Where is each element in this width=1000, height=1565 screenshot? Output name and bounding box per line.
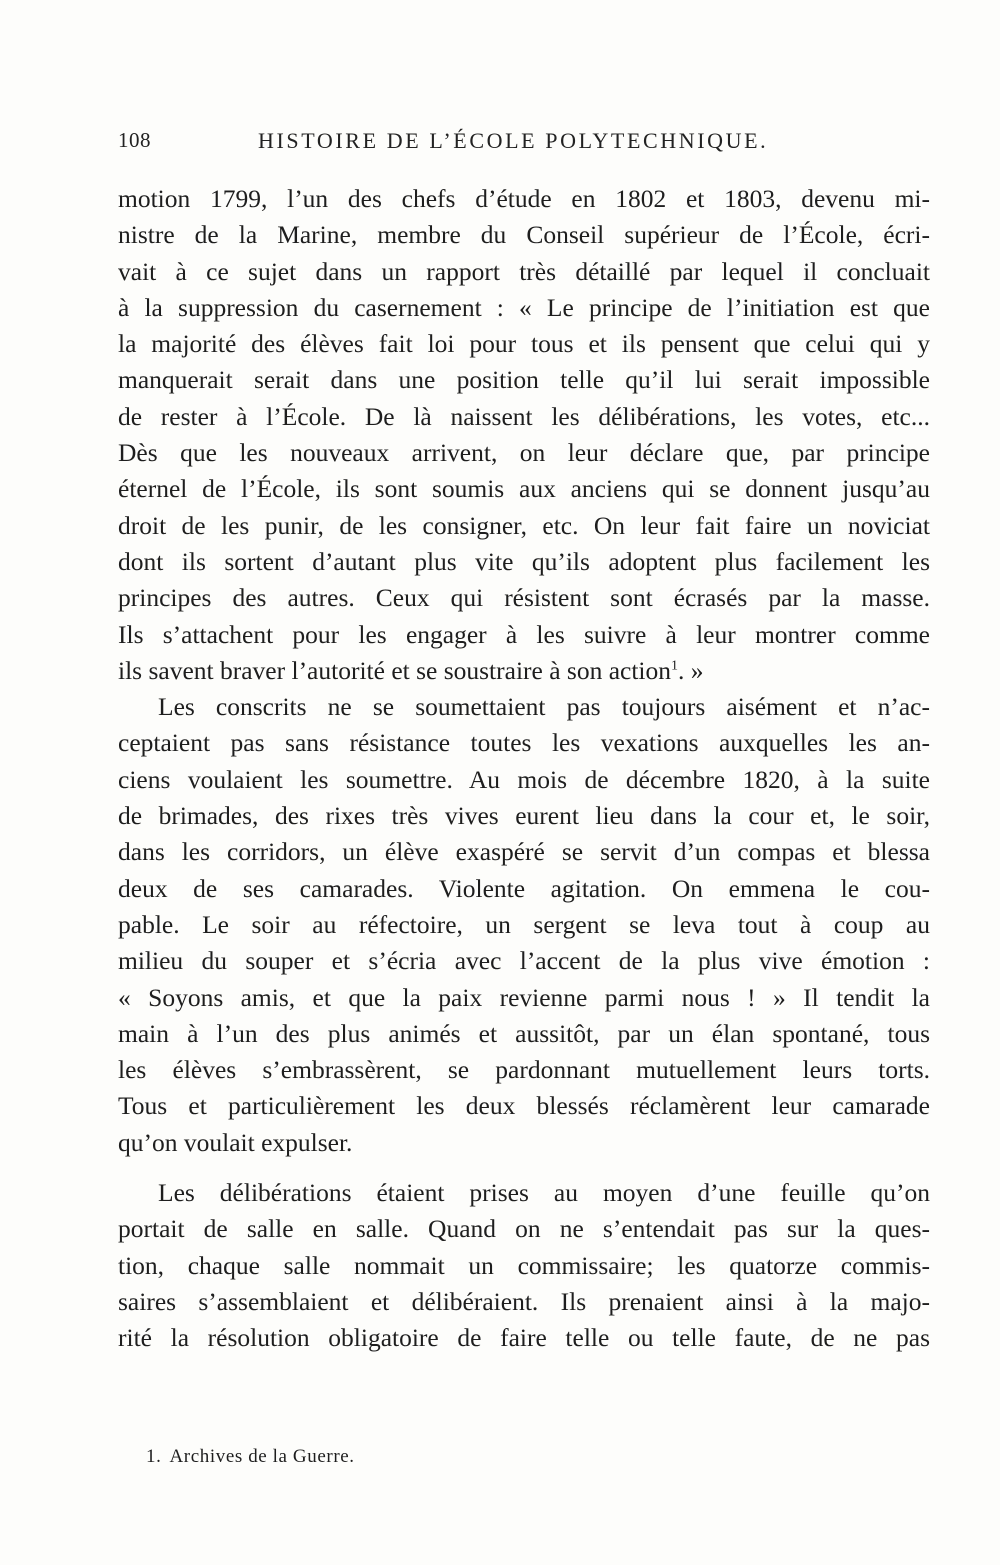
text-line: manquerait serait dans une position telle qu’il lui serait impossible xyxy=(118,365,930,395)
footnote-number: 1. xyxy=(146,1446,162,1467)
text-line: vait à ce sujet dans un rapport très détaillé par lequel il concluait xyxy=(118,256,930,286)
text-line: nistre de la Marine, membre du Conseil supérieur de l’École, écri- xyxy=(118,220,930,250)
text-line: principes des autres. Ceux qui résistent sont écrasés par la masse. xyxy=(118,583,930,613)
text-line: tion, chaque salle nommait un commissaire; les quatorze commis- xyxy=(118,1250,930,1280)
footnote-text: Archives de la Guerre. xyxy=(169,1446,355,1467)
paragraph-spacer xyxy=(118,1161,930,1175)
text-line: main à l’un des plus animés et aussitôt, par un élan spontané, tous xyxy=(118,1018,930,1048)
text-line: ceptaient pas sans résistance toutes les vexations auxquelles les an- xyxy=(118,728,930,758)
text-line: les élèves s’embrassèrent, se pardonnant mutuellement leurs torts. xyxy=(118,1055,930,1085)
text-line: éternel de l’École, ils sont soumis aux anciens qui se donnent jusqu’au xyxy=(118,474,930,504)
text-line: ciens voulaient les soumettre. Au mois de décembre 1820, à la suite xyxy=(118,764,930,794)
running-title: HISTOIRE DE L’ÉCOLE POLYTECHNIQUE. xyxy=(258,128,769,153)
text-line: deux de ses camarades. Violente agitation. On emmena le cou- xyxy=(118,873,930,903)
text-line: motion 1799, l’un des chefs d’étude en 1802 et 1803, devenu mi- xyxy=(118,184,930,213)
page-number: 108 xyxy=(118,128,151,152)
text-line: Ils s’attachent pour les engager à les suivre à leur montrer comme xyxy=(118,619,930,649)
text-line: de rester à l’École. De là naissent les délibérations, les votes, etc... xyxy=(118,401,930,431)
text-fragment: ils savent braver l’autorité et se soustraire à son action xyxy=(118,655,672,685)
text-line: « Soyons amis, et que la paix revienne parmi nous ! » Il tendit la xyxy=(118,982,930,1012)
footnote-marker[interactable]: 1 xyxy=(671,658,679,674)
text-line: droit de les punir, de les consigner, etc. On leur fait faire un noviciat xyxy=(118,510,930,540)
text-line: dans les corridors, un élève exaspéré se servit d’un compas et blessa xyxy=(118,837,930,867)
text-line: Les délibérations étaient prises au moyen d’une feuille qu’on xyxy=(158,1178,930,1208)
text-line: Tous et particulièrement les deux blessés réclamèrent leur camarade xyxy=(118,1091,930,1121)
paragraph xyxy=(118,1175,930,1356)
text-line: à la suppression du casernement : « Le principe de l’initiation est que xyxy=(118,292,930,322)
body-text xyxy=(118,181,930,1357)
paragraph xyxy=(118,181,930,689)
text-line: qu’on voulait expulser. xyxy=(118,1127,353,1157)
text-line xyxy=(118,653,930,689)
text-line: milieu du souper et s’écria avec l’accent de la plus vive émotion : xyxy=(118,946,930,976)
text-line: Dès que les nouveaux arrivent, on leur déclare que, par principe xyxy=(118,438,930,468)
text-line: dont ils sortent d’autant plus vite qu’ils adoptent plus facilement les xyxy=(118,546,930,576)
paragraph xyxy=(118,689,930,1161)
text-line: la majorité des élèves fait loi pour tous et ils pensent que celui qui y xyxy=(118,329,930,359)
text-line: pable. Le soir au réfectoire, un sergent se leva tout à coup au xyxy=(118,909,930,939)
text-line: rité la résolution obligatoire de faire telle ou telle faute, de ne pas xyxy=(118,1323,930,1353)
text-line: saires s’assemblaient et délibéraient. Ils prenaient ainsi à la majo- xyxy=(118,1286,930,1316)
text-line: portait de salle en salle. Quand on ne s’entendait pas sur la ques- xyxy=(118,1214,930,1244)
text-fragment: . » xyxy=(678,655,704,685)
page-header xyxy=(118,124,930,160)
text-line: de brimades, des rixes très vives eurent lieu dans la cour et, le soir, xyxy=(118,801,930,831)
text-line: Les conscrits ne se soumettaient pas toujours aisément et n’ac- xyxy=(158,692,930,722)
footnote xyxy=(146,1446,355,1468)
